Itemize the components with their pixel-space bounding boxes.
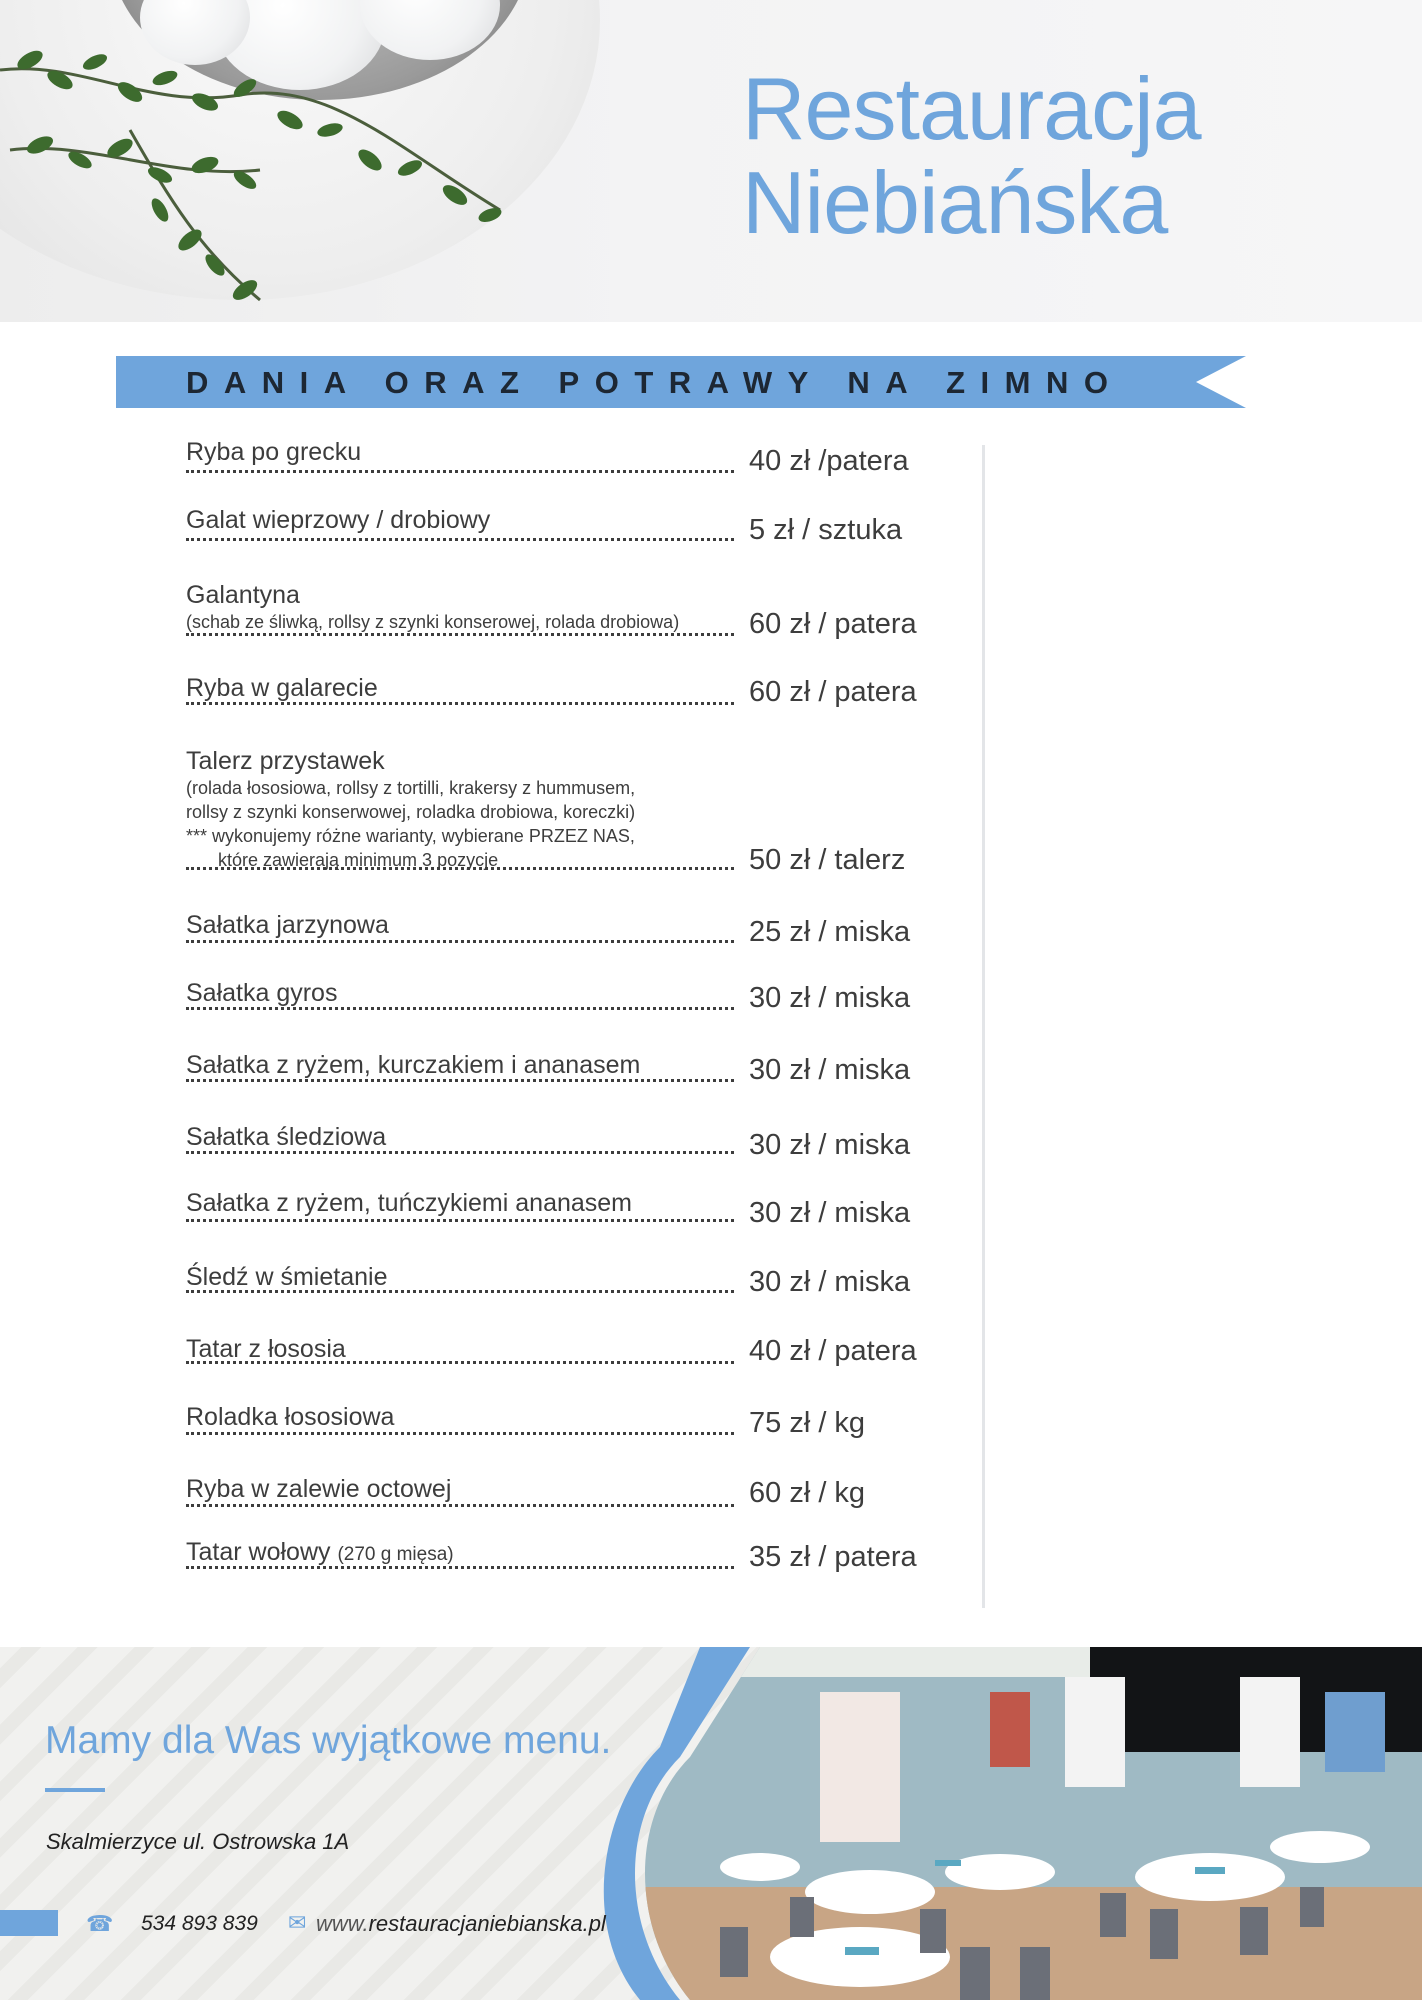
menu-item-name: Talerz przystawek [186,747,385,775]
menu-item-price: 30 zł / miska [749,1129,911,1161]
section-title: DANIA ORAZ POTRAWY NA ZIMNO [186,365,1124,400]
menu-item-price: 50 zł / talerz [749,844,906,876]
herb-sprigs-image [0,0,520,322]
dotted-leader [186,1361,734,1364]
menu-item-price: 40 zł /patera [749,445,909,477]
menu-item-price: 75 zł / kg [749,1407,866,1439]
menu-item [186,437,734,467]
column-divider [982,445,985,1608]
menu-item-price: 40 zł / patera [749,1335,917,1367]
menu-item-note: (schab ze śliwką, rollsy z szynki konserowej, rolada drobiowa) [186,612,680,632]
dotted-leader [186,1079,734,1082]
menu-item [186,505,734,535]
menu-item-price: 60 zł / kg [749,1477,866,1509]
footer [0,1647,1422,2000]
menu-item [186,910,734,940]
dotted-leader [186,538,734,541]
menu-item-name: Tatar z łososia [186,1335,346,1363]
menu-item [186,1334,734,1364]
footer-address: Skalmierzyce ul. Ostrowska 1A [46,1829,350,1854]
menu-item-price: 5 zł / sztuka [749,514,903,546]
menu-item-name: Sałatka śledziowa [186,1123,387,1151]
menu-item-name: Galat wieprzowy / drobiowy [186,506,491,534]
menu-item-price: 35 zł / patera [749,1541,917,1573]
menu-item-price: 25 zł / miska [749,916,911,948]
menu-item-note: rollsy z szynki konserwowej, roladka drobiowa, koreczki) [186,802,636,822]
menu-item [186,673,734,703]
dotted-leader [186,702,734,705]
slogan-underline [45,1788,105,1792]
dotted-leader [186,470,734,473]
menu-item-name: Roladka łososiowa [186,1403,395,1431]
website-prefix: www. [316,1911,369,1936]
restaurant-hall-photo [0,1647,1422,2000]
title-line-1: Restauracja [742,59,1201,158]
menu-item [186,1262,734,1292]
menu-item-name: Sałatka gyros [186,979,338,1007]
title-line-2: Niebiańska [742,153,1168,252]
restaurant-title [742,59,1201,252]
menu-item-note: które zawierają minimum 3 pozycje [218,850,499,870]
menu-item-name: Sałatka z ryżem, tuńczykiemi ananasem [186,1189,633,1217]
menu-item [186,1122,734,1152]
dotted-leader [186,633,734,636]
menu-item-name: Ryba w zalewie octowej [186,1475,452,1503]
menu-item [186,978,734,1008]
header-banner [0,0,1422,322]
menu-item [186,1402,734,1432]
footer-phone[interactable]: 534 893 839 [141,1912,258,1935]
menu-item-price: 30 zł / miska [749,1197,911,1229]
menu-item [186,580,734,634]
dotted-leader [186,1151,734,1154]
menu-item [186,1188,734,1218]
dotted-leader [186,1566,734,1569]
menu-item-name: Ryba po grecku [186,438,362,466]
phone-icon: ☎ [86,1911,114,1936]
menu-item-price: 60 zł / patera [749,608,917,640]
menu-item-name: Sałatka z ryżem, kurczakiem i ananasem [186,1051,641,1079]
dotted-leader [186,1432,734,1435]
menu-item-note: *** wykonujemy różne warianty, wybierane PRZEZ NAS, [186,826,635,846]
menu-item-name: Ryba w galarecie [186,674,378,702]
menu-item-name: Sałatka jarzynowa [186,911,389,939]
dotted-leader [186,867,734,870]
menu-item-price: 30 zł / miska [749,982,911,1014]
footer-website-link[interactable] [316,1911,606,1937]
menu-item [186,1050,734,1080]
dotted-leader [186,1219,734,1222]
footer-slogan: Mamy dla Was wyjątkowe menu. [45,1719,612,1762]
dotted-leader [186,1007,734,1010]
menu-item [186,746,734,872]
menu-item-price: 30 zł / miska [749,1266,911,1298]
dotted-leader [186,940,734,943]
menu-item-price: 60 zł / patera [749,676,917,708]
menu-item [186,1474,734,1504]
menu-item-note: (270 g mięsa) [337,1544,454,1565]
menu-item-name: Śledź w śmietanie [186,1263,388,1291]
menu-item-name: Galantyna [186,581,300,609]
menu-item-price: 30 zł / miska [749,1054,911,1086]
website-domain: restauracjaniebianska.pl [368,1911,606,1936]
dotted-leader [186,1504,734,1507]
mail-icon: ✉ [288,1910,307,1935]
menu-item-name-text: Tatar wołowy [186,1538,331,1566]
accent-block [0,1910,58,1936]
menu-item-note: (rolada łososiowa, rollsy z tortilli, krakersy z hummusem, [186,778,636,798]
menu-item [186,1537,734,1570]
dotted-leader [186,1290,734,1293]
